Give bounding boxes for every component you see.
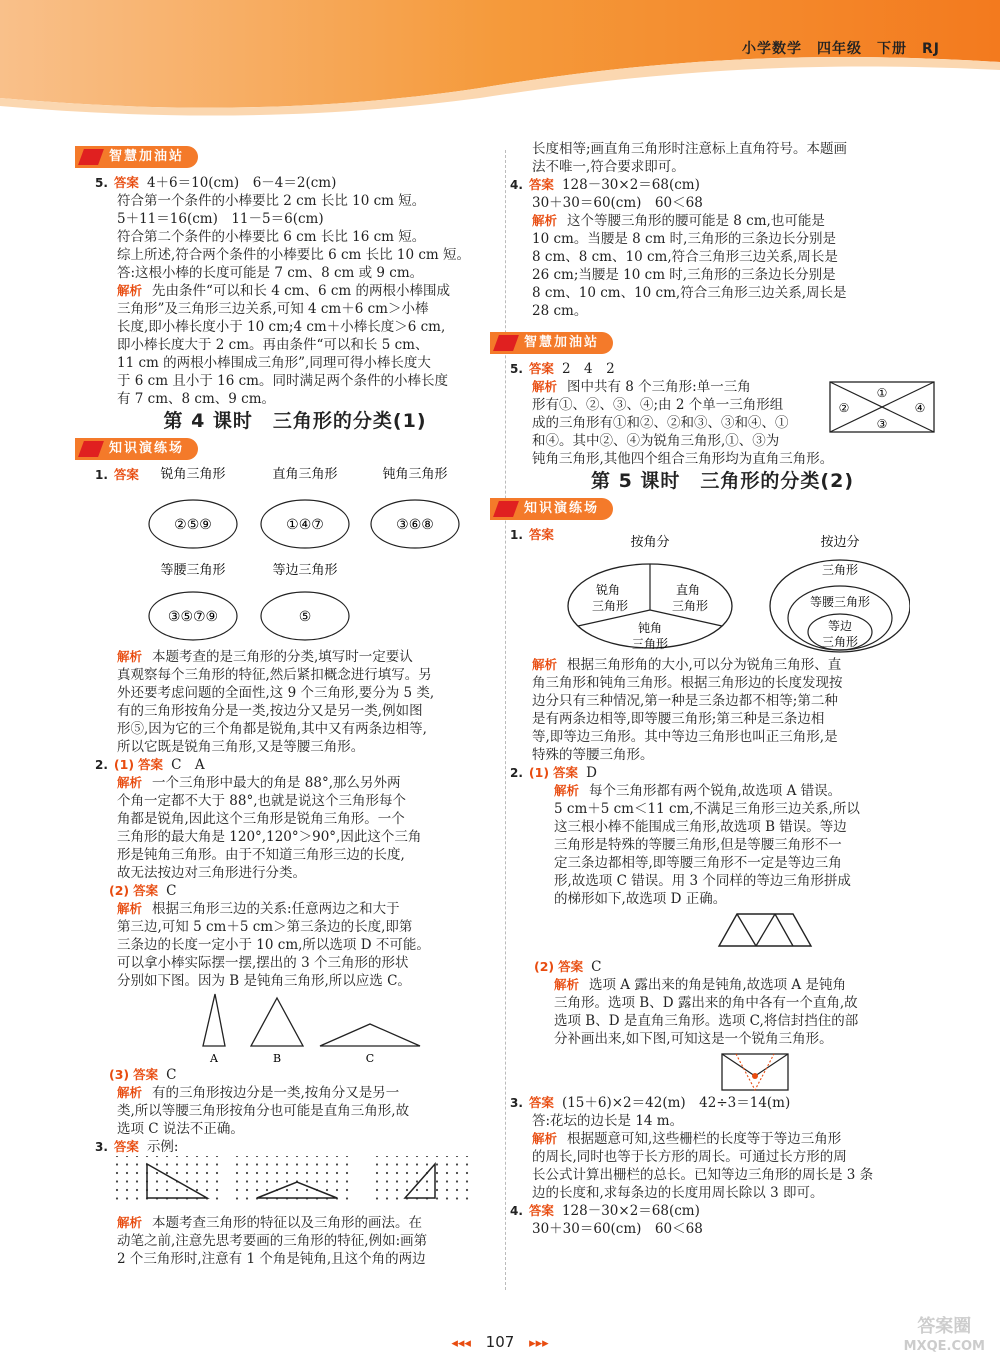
trapezoid-of-triangles bbox=[715, 910, 815, 954]
grid-dot bbox=[206, 1156, 208, 1157]
grid-dot bbox=[386, 1197, 388, 1199]
grid-dot bbox=[196, 1156, 198, 1157]
grid-dot bbox=[236, 1189, 238, 1191]
grid-dot bbox=[206, 1180, 208, 1182]
grid-dot bbox=[216, 1156, 218, 1157]
grid-dot bbox=[136, 1189, 138, 1191]
grid-dot bbox=[456, 1163, 458, 1165]
grid-dot bbox=[136, 1156, 138, 1157]
grid-dot bbox=[436, 1180, 438, 1182]
svg-text:三角形: 三角形 bbox=[631, 637, 669, 651]
grid-dot bbox=[296, 1156, 298, 1157]
grid-dot bbox=[276, 1172, 278, 1174]
grid-dot bbox=[116, 1172, 118, 1174]
grid-dot bbox=[286, 1156, 288, 1157]
grid-dot bbox=[426, 1163, 428, 1165]
grid-dot bbox=[306, 1172, 308, 1174]
grid-dot bbox=[236, 1156, 238, 1157]
grid-dot bbox=[216, 1163, 218, 1165]
grid-dot bbox=[136, 1180, 138, 1182]
grid-dot bbox=[446, 1163, 448, 1165]
grid-dot bbox=[206, 1172, 208, 1174]
grid-dot bbox=[126, 1197, 128, 1199]
grid-dot bbox=[256, 1156, 258, 1157]
grid-dot bbox=[156, 1172, 158, 1174]
grid-dot bbox=[246, 1197, 248, 1199]
svg-text:②⑤⑨: ②⑤⑨ bbox=[174, 517, 212, 533]
grid-dot bbox=[196, 1180, 198, 1182]
grid-dot bbox=[276, 1180, 278, 1182]
grid-dot bbox=[346, 1197, 348, 1199]
oval-title: 锐角三角形 bbox=[160, 467, 226, 482]
next-arrows: ▸▸▸ bbox=[529, 1336, 549, 1351]
analysis-label: 解析 bbox=[117, 283, 143, 298]
svg-text:B: B bbox=[272, 1052, 282, 1065]
svg-text:直角三角形: 直角三角形 bbox=[272, 467, 338, 482]
lesson-title: 第 4 课时 三角形的分类(1) bbox=[163, 410, 427, 432]
svg-text:①: ① bbox=[876, 386, 888, 400]
grid-dot bbox=[456, 1189, 458, 1191]
section-banner: 智慧加油站 bbox=[490, 330, 935, 356]
grid-dot bbox=[326, 1172, 328, 1174]
grid-dot bbox=[176, 1189, 178, 1191]
svg-text:等边: 等边 bbox=[827, 619, 853, 633]
grid-dot bbox=[176, 1172, 178, 1174]
grid-dot bbox=[126, 1156, 128, 1157]
page-header bbox=[0, 0, 1000, 120]
svg-text:三角形: 三角形 bbox=[821, 563, 859, 577]
grid-dot bbox=[416, 1180, 418, 1182]
svg-text:C: C bbox=[365, 1052, 375, 1065]
grid-dot bbox=[336, 1189, 338, 1191]
grid-dot bbox=[396, 1163, 398, 1165]
section-banner: 智慧加油站 bbox=[75, 144, 495, 170]
grid-dot bbox=[186, 1172, 188, 1174]
grid-dot bbox=[246, 1163, 248, 1165]
page-number: 107 bbox=[485, 1333, 515, 1351]
grid-dot bbox=[246, 1189, 248, 1191]
grid-dot bbox=[416, 1156, 418, 1157]
grid-dot bbox=[386, 1189, 388, 1191]
grid-dot bbox=[346, 1156, 348, 1157]
section-banner: 知识演练场 bbox=[490, 496, 935, 522]
classification-ovals-row1 bbox=[145, 464, 465, 560]
grid-dot bbox=[206, 1163, 208, 1165]
grid-dot bbox=[466, 1189, 468, 1191]
grid-dot bbox=[376, 1156, 378, 1157]
grid-dot bbox=[336, 1172, 338, 1174]
header-title: 小学数学 四年级 下册 RJ bbox=[742, 41, 940, 57]
grid-dot bbox=[256, 1172, 258, 1174]
grid-dot bbox=[126, 1180, 128, 1182]
grid-dot bbox=[296, 1172, 298, 1174]
svg-text:A: A bbox=[210, 1052, 218, 1065]
svg-text:②: ② bbox=[838, 401, 850, 415]
grid-dot bbox=[196, 1189, 198, 1191]
column-divider bbox=[505, 150, 506, 1290]
svg-text:③: ③ bbox=[876, 417, 888, 431]
grid-dot bbox=[136, 1172, 138, 1174]
grid-dot bbox=[136, 1163, 138, 1165]
grid-dot bbox=[416, 1189, 418, 1191]
grid-dot bbox=[306, 1189, 308, 1191]
grid-dot bbox=[246, 1172, 248, 1174]
grid-dot bbox=[346, 1172, 348, 1174]
grid-dot bbox=[396, 1197, 398, 1199]
svg-text:三角形: 三角形 bbox=[821, 635, 859, 649]
grid-dot bbox=[446, 1197, 448, 1199]
grid-dot bbox=[156, 1180, 158, 1182]
grid-dot bbox=[196, 1163, 198, 1165]
grid-dot bbox=[416, 1163, 418, 1165]
grid-dot bbox=[346, 1189, 348, 1191]
grid-dot bbox=[376, 1189, 378, 1191]
grid-dot bbox=[176, 1156, 178, 1157]
grid-dot bbox=[206, 1189, 208, 1191]
grid-dot bbox=[216, 1197, 218, 1199]
grid-dot bbox=[406, 1163, 408, 1165]
grid-dot bbox=[406, 1172, 408, 1174]
grid-dot bbox=[436, 1163, 438, 1165]
watermark-logo: 答案圈 MXQE.COM bbox=[903, 1316, 985, 1354]
grid-dot bbox=[326, 1163, 328, 1165]
envelope-figure bbox=[720, 1050, 800, 1094]
grid-dot bbox=[306, 1180, 308, 1182]
grid-dot bbox=[256, 1189, 258, 1191]
grid-dot bbox=[266, 1180, 268, 1182]
grid-dot bbox=[286, 1180, 288, 1182]
grid-dot bbox=[466, 1156, 468, 1157]
svg-text:⑤: ⑤ bbox=[298, 609, 312, 625]
grid-dot bbox=[386, 1172, 388, 1174]
grid-dot bbox=[286, 1172, 288, 1174]
grid-dot bbox=[216, 1189, 218, 1191]
grid-dot bbox=[236, 1172, 238, 1174]
grid-dot bbox=[326, 1189, 328, 1191]
grid-dot bbox=[316, 1163, 318, 1165]
grid-dot bbox=[376, 1197, 378, 1199]
svg-text:等边三角形: 等边三角形 bbox=[272, 563, 338, 578]
classification-venn-diagrams bbox=[550, 532, 910, 658]
grid-dot bbox=[286, 1189, 288, 1191]
grid-dot bbox=[266, 1189, 268, 1191]
grid-dot bbox=[466, 1163, 468, 1165]
grid-dot bbox=[336, 1163, 338, 1165]
grid-dot bbox=[296, 1163, 298, 1165]
grid-dot bbox=[306, 1156, 308, 1157]
grid-dot bbox=[446, 1189, 448, 1191]
grid-dot bbox=[396, 1172, 398, 1174]
svg-text:按边分: 按边分 bbox=[820, 535, 860, 550]
svg-text:等腰三角形: 等腰三角形 bbox=[809, 595, 871, 609]
grid-dot bbox=[256, 1180, 258, 1182]
grid-dot bbox=[376, 1180, 378, 1182]
grid-dot bbox=[376, 1172, 378, 1174]
grid-dot bbox=[166, 1180, 168, 1182]
grid-dot bbox=[266, 1163, 268, 1165]
grid-dot bbox=[286, 1163, 288, 1165]
grid-dot bbox=[116, 1156, 118, 1157]
svg-text:直角: 直角 bbox=[675, 583, 701, 597]
svg-text:③⑤⑦⑨: ③⑤⑦⑨ bbox=[167, 609, 219, 625]
grid-dot bbox=[426, 1180, 428, 1182]
prev-arrows: ◂◂◂ bbox=[451, 1336, 471, 1351]
grid-dot bbox=[336, 1156, 338, 1157]
grid-dot bbox=[116, 1197, 118, 1199]
grid-dot bbox=[466, 1172, 468, 1174]
grid-dot bbox=[196, 1172, 198, 1174]
grid-dot bbox=[186, 1189, 188, 1191]
grid-dot bbox=[406, 1189, 408, 1191]
grid-dot bbox=[276, 1163, 278, 1165]
grid-dot bbox=[386, 1163, 388, 1165]
grid-dot bbox=[156, 1163, 158, 1165]
grid-dot bbox=[266, 1172, 268, 1174]
grid-dot bbox=[456, 1197, 458, 1199]
svg-text:三角形: 三角形 bbox=[591, 599, 629, 613]
grid-dot bbox=[396, 1180, 398, 1182]
grid-dot bbox=[436, 1189, 438, 1191]
grid-dot bbox=[186, 1180, 188, 1182]
grid-dot bbox=[296, 1189, 298, 1191]
grid-dot bbox=[166, 1189, 168, 1191]
grid-dot bbox=[126, 1189, 128, 1191]
grid-dot bbox=[316, 1172, 318, 1174]
svg-text:钝角: 钝角 bbox=[637, 621, 663, 635]
grid-dot bbox=[456, 1156, 458, 1157]
grid-dot bbox=[466, 1180, 468, 1182]
header-orange-wave bbox=[0, 0, 1000, 120]
grid-dot bbox=[216, 1180, 218, 1182]
answer-label: 答案 bbox=[113, 175, 139, 190]
grid-dot bbox=[266, 1156, 268, 1157]
grid-dot bbox=[126, 1172, 128, 1174]
grid-dot bbox=[386, 1180, 388, 1182]
grid-dot bbox=[386, 1156, 388, 1157]
grid-dot bbox=[256, 1163, 258, 1165]
grid-dot bbox=[156, 1189, 158, 1191]
svg-text:③⑥⑧: ③⑥⑧ bbox=[396, 517, 434, 533]
grid-dot bbox=[436, 1172, 438, 1174]
grid-dot bbox=[426, 1189, 428, 1191]
right-column: 长度相等;画直角三角形时注意标上直角符号。本题画 法不唯一,符合要求即可。 4. 答案 128－30×2＝68(cm) 30＋30＝60(cm) 60＜68 解析 这个等腰三角形的腰可能是 8 cm,也可能是 10 cm。当腰是 8 cm 时,三角形的三条边长分别是 8 cm、8 cm、10 cm,符合三角形三边关系,周长是 26 cm;当腰是 10 cm 时,三角形的三条边长分别是 8 cm、10 cm、10 cm,符合三角形三边关系,周长是 28 cm。 智慧加油站 5. 答案 2 4 2 解析 图中共有 8 个三角形:单一三角 ① ② ③ ④ 形有①、②、③、④;由 2 个单一三角形组 成的三角形有①和②、②和③、③和④、① 和④。其中②、④为锐角三角形,①、③为 钝角三角形,其他四个组合三角形均为直角三角形。 第 5 课时 三角形的分类(2) 知识演练场 1. 答案 按角分 锐角 三角形 直角 三角形 钝角 三角形 按边分 三角形 等腰三角形 等边 三角形 解析 根据三角形角的大小,可以分为锐角三角形、直 角三角形和钝角三角形。根据三角形边的长度发现按 边分只有三种情况,第一种是三条边都不相等;第二种 是有两条边相等,即等腰三角形;第三种是三条边相 等,即等边三角形。其中等边三角形也叫正三角形,是 特殊的等腰三角形。 2. (1) 答案 D 解析 每个三角形都有两个锐角,故选项 A 错误。 5 cm＋5 cm＜11 cm,不满足三角形三边关系,所以 这三根小棒不能围成三角形,故选项 B 错误。等边 三角形是特殊的等腰三角形,但是等腰三角形不一 定三条边都相等,即等腰三角形不一定是等边三角 形,故选项 C 错误。用 3 个同样的等边三角形拼成 的梯形如下,故选项 D 正确。 (2) 答案 C 解析 选项 A 露出来的角是钝角,故选项 A 是钝角 三角形。选项 B、D 露出来的角中各有一个直角,故 选项 B、D 是直角三角形。选项 C,将信封挡住的部 分补画出来,如下图,可知这是一个锐角三角形。 3. 答案 (15＋6)×2＝42(m) 42÷3＝14(m) 答:花坛的边长是 14 m。 解析 根据题意可知,这些栅栏的长度等于等边三角形 的周长,同时也等于长方形的周长。可通过长方形的周 长公式计算出栅栏的总长。已知等边三角形的周长是 3 条 边的长度和,求每条边的长度用周长除以 3 即可。 4. 答案 128－30×2＝68(cm) 30＋30＝60(cm) 60＜68 bbox=[510, 140, 935, 1238]
grid-dot bbox=[336, 1180, 338, 1182]
svg-text:等腰三角形: 等腰三角形 bbox=[160, 563, 226, 578]
grid-dot bbox=[116, 1163, 118, 1165]
grid-dot bbox=[456, 1172, 458, 1174]
grid-dot bbox=[446, 1156, 448, 1157]
grid-dot bbox=[346, 1180, 348, 1182]
grid-dot bbox=[166, 1163, 168, 1165]
page-footer bbox=[0, 1333, 1000, 1353]
grid-dot bbox=[136, 1197, 138, 1199]
grid-dot bbox=[116, 1189, 118, 1191]
grid-dot bbox=[246, 1180, 248, 1182]
section-banner: 知识演练场 bbox=[75, 436, 495, 462]
grid-dot bbox=[236, 1163, 238, 1165]
grid-dot bbox=[436, 1197, 438, 1199]
grid-dot bbox=[416, 1172, 418, 1174]
grid-dot bbox=[326, 1180, 328, 1182]
svg-text:①④⑦: ①④⑦ bbox=[286, 517, 324, 533]
grid-dot bbox=[396, 1189, 398, 1191]
grid-dot bbox=[306, 1163, 308, 1165]
svg-text:三角形: 三角形 bbox=[671, 599, 709, 613]
grid-dot bbox=[186, 1163, 188, 1165]
grid-dot bbox=[156, 1156, 158, 1157]
grid-dot bbox=[246, 1156, 248, 1157]
svg-text:锐角: 锐角 bbox=[595, 583, 621, 597]
grid-dot bbox=[406, 1156, 408, 1157]
grid-dot bbox=[236, 1197, 238, 1199]
svg-text:④: ④ bbox=[914, 401, 926, 415]
grid-dot bbox=[186, 1156, 188, 1157]
grid-dot bbox=[126, 1163, 128, 1165]
grid-dot bbox=[166, 1172, 168, 1174]
grid-dot bbox=[456, 1180, 458, 1182]
question-number: 5. bbox=[95, 176, 108, 190]
grid-dot bbox=[276, 1156, 278, 1157]
grid-dot bbox=[116, 1180, 118, 1182]
grid-dot bbox=[236, 1180, 238, 1182]
left-column: 智慧加油站 5. 答案 4＋6＝10(cm) 6－4＝2(cm) 符合第一个条件的小棒要比 2 cm 长比 10 cm 短。 5＋11＝16(cm) 11－5＝6(cm) 符合第二个条件的小棒要比 6 cm 长比 16 cm 短。 综上所述,符合两个条件的小棒要比 6 cm 长比 10 cm 短。 答:这根小棒的长度可能是 7 cm、8 cm 或 9 cm。 解析 先由条件“可以和长 4 cm、6 cm 的两根小棒围成 三角形”及三角形三边关系,可知 4 cm＋6 cm＞小棒 长度,即小棒长度小于 10 cm;4 cm＋小棒长度＞6 cm, 即小棒长度大于 2 cm。再由条件“可以和长 5 cm、 11 cm 的两根小棒围成三角形”,同理可得小棒长度大 于 6 cm 且小于 16 cm。同时满足两个条件的小棒长度 有 7 cm、8 cm、9 cm。 第 4 课时 三角形的分类(1) 知识演练场 1. 答案 锐角三角形 ②⑤⑨ 直角三角形 ①④⑦ 钝角三角形 ③⑥⑧ 等腰三角形 ③⑤⑦⑨ 等边三角形 ⑤ 解析 本题考查的是三角形的分类,填写时一定要认 真观察每个三角形的特征,然后紧扣概念进行填写。另 外还要考虑问题的全面性,这 9 个三角形,要分为 5 类, 有的三角形按角分是一类,按边分又是另一类,例如图 形⑤,因为它的三个角都是锐角,其中又有两条边相等, 所以它既是锐角三角形,又是等腰三角形。 2. (1) 答案 C A 解析 一个三角形中最大的角是 88°,那么另外两 个角一定都不大于 88°,也就是说这个三角形每个 角都是锐角,因此这个三角形是锐角三角形。一个 三角形的最大角是 120°,120°＞90°,因此这个三角 形是钝角三角形。由于不知道三角形三边的长度, 故无法按边对三角形进行分类。 (2) 答案 C 解析 根据三角形三边的关系:任意两边之和大于 第三边,可知 5 cm＋5 cm＞第三条边的长度,即第 三条边的长度一定小于 10 cm,所以选项 D 不可能。 可以拿小棒实际摆一摆,摆出的 3 个三角形的形状 分别如下图。因为 B 是钝角三角形,所以应选 C。 A B C (3) 答案 C 解析 有的三角形按边分是一类,按角分又是另一 类,所以等腰三角形按角分也可能是直角三角形,故 选项 C 说法不正确。 3. 答案 示例: 解析 本题考查三角形的特征以及三角形的画法。在 动笔之前,注意先思考要画的三角形的特征,例如:画第 2 个三角形时,注意有 1 个角是钝角,且这个角的两边 bbox=[95, 140, 495, 1268]
grid-dot bbox=[426, 1156, 428, 1157]
grid-dot bbox=[436, 1156, 438, 1157]
grid-dot bbox=[216, 1172, 218, 1174]
triangles-abc bbox=[195, 992, 495, 1068]
svg-text:钝角三角形: 钝角三角形 bbox=[382, 467, 448, 482]
grid-dot bbox=[446, 1172, 448, 1174]
grid-dot bbox=[316, 1180, 318, 1182]
grid-dot bbox=[176, 1163, 178, 1165]
svg-text:按角分: 按角分 bbox=[630, 535, 670, 550]
grid-dot bbox=[146, 1156, 148, 1157]
classification-ovals-row2 bbox=[145, 560, 465, 642]
grid-dot bbox=[346, 1163, 348, 1165]
grid-dot bbox=[166, 1156, 168, 1157]
grid-dot bbox=[326, 1156, 328, 1157]
grid-dot bbox=[376, 1163, 378, 1165]
grid-dot bbox=[446, 1180, 448, 1182]
lesson-title: 第 5 课时 三角形的分类(2) bbox=[590, 470, 855, 492]
grid-dot bbox=[466, 1197, 468, 1199]
grid-dot bbox=[316, 1156, 318, 1157]
grid-dot bbox=[406, 1180, 408, 1182]
grid-dot bbox=[396, 1156, 398, 1157]
